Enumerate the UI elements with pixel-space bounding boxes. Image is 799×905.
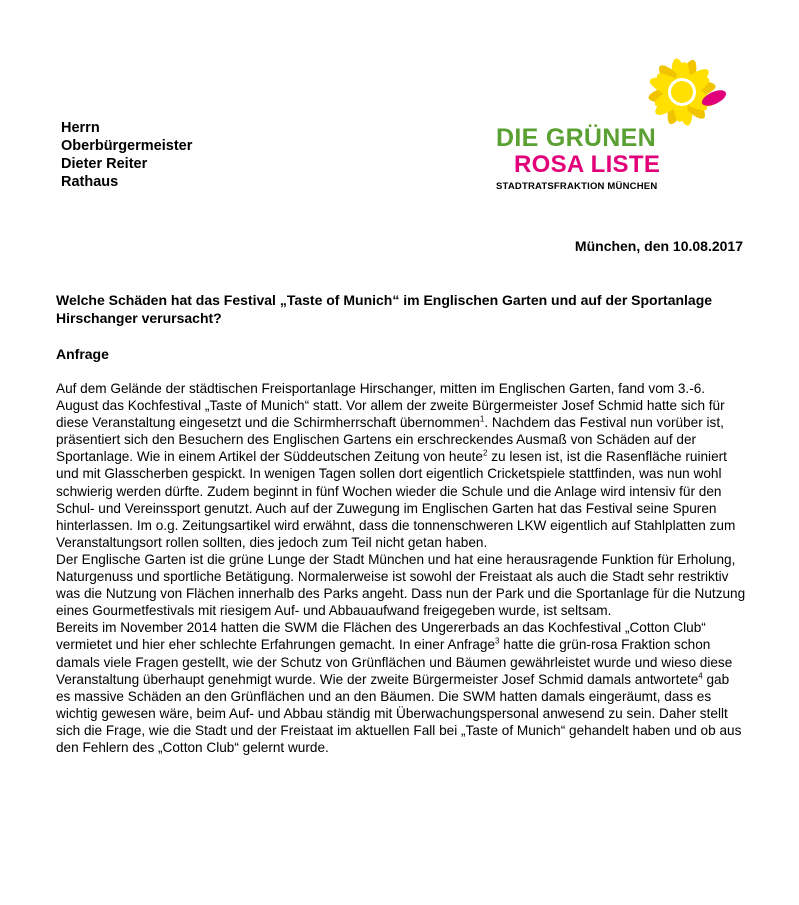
footnote-marker: 3 bbox=[495, 636, 500, 646]
footnote-marker: 2 bbox=[482, 448, 488, 458]
paragraph: Der Englische Garten ist die grüne Lunge der Stadt München und hat eine herausragende Funktion für Erholung, Naturgenuss und sportliche Betätigung. Normalerweise ist sowohl der Freistaat als auch die Stadt sehr restriktiv was die Nutzung von Flächen innerhalb des Parks angeht. Dass nun der Park und die Sportanlage für die Nutzung eines Gourmetfestivals mit riesigem Auf- und Abbauaufwand freigegeben wurde, ist seltsam. bbox=[56, 551, 746, 619]
paragraph bbox=[56, 380, 746, 551]
address-line: Herrn bbox=[61, 120, 100, 136]
section-heading: Anfrage bbox=[56, 346, 109, 362]
recipient-address bbox=[61, 119, 192, 191]
logo-line-pink: ROSA LISTE bbox=[514, 151, 661, 178]
logo-subtitle: STADTRATSFRAKTION MÜNCHEN bbox=[496, 181, 658, 192]
paragraph bbox=[56, 619, 746, 756]
paragraph-text: Bereits im November 2014 hatten die SWM die Flächen des Ungererbads an das Kochfestival „Cotton Club“ vermietet und hier eher schlechte Erfahrungen gemacht. In einer Anfrage bbox=[56, 620, 706, 653]
paragraph-text: gab es massive Schäden an den Grünflächen und an den Bäumen. Die SWM hatten damals eingeräumt, dass es wichtig gewesen wäre, beim Auf- und Abbau ständig mit Überwachungspersonal anwesend zu sein. Daher stellt sich die Frage, wie die Stadt und der Freistaat im aktuellen Fall bei „Taste of Munich“ gehandelt haben und ob aus den Fehlern des „Cotton Club“ gelernt wurde. bbox=[56, 671, 742, 755]
logo-green-text: DIE GRÜ bbox=[496, 124, 603, 152]
address-line: Oberbürgermeister bbox=[61, 138, 193, 154]
footnote-marker: 4 bbox=[698, 671, 703, 681]
letter-body bbox=[56, 380, 746, 756]
paragraph-text: hatte die grün-rosa Fraktion schon damals viele Fragen gestellt, wie der Schutz von Grünflächen und Bäumen gewährleistet wurde und wieso diese Veranstaltung überhaupt genehmigt wurde. Wie der zweite Bürgermeister Josef Schmid damals antwortete bbox=[56, 637, 733, 687]
paragraph-text: Auf dem Gelände der städtischen Freisportanlage Hirschanger, mitten im Englischen Garten, fand vom 3.-6. August das Kochfestival „Taste of Munich“ statt. Vor allem der zweite Bürgermeister Josef Schmid hatte sich für diese Veranstaltung eingesetzt und die Schirmherrschaft übernommen bbox=[56, 381, 725, 431]
logo-line-green bbox=[496, 124, 656, 153]
paragraph-text: . Nachdem das Festival nun vorüber ist, präsentiert sich den Besuchern des Englischen Gartens ein erschreckendes Ausmaß von Schäden auf der Sportanlage. Wie in einem Artikel der Süddeutschen Zeitung von heute bbox=[56, 415, 724, 465]
address-line: Dieter Reiter bbox=[61, 156, 148, 172]
logo-green-text-end: NEN bbox=[602, 124, 656, 152]
letter-title: Welche Schäden hat das Festival „Taste of Munich“ im Englischen Garten und auf der Sportanlage Hirschanger verursacht? bbox=[56, 292, 713, 326]
letter-date: München, den 10.08.2017 bbox=[574, 238, 743, 254]
party-logo bbox=[492, 40, 752, 200]
paragraph-text: zu lesen ist, ist die Rasenfläche ruiniert und mit Glasscherben gespickt. In wenigen Tagen sollen dort eigentlich Cricketspiele stattfinden, was nun wohl schwierig werden dürfte. Zudem beginnt in fünf Wochen wieder die Schule und die Anlage wird intensiv für den Schul- und Vereinssport genutzt. Auch auf der Zuwegung im Englischen Garten hat das Festival seine Spuren hinterlassen. Im o.g. Zeitungsartikel wird erwähnt, dass die tonnenschweren LKW eigentlich auf Stahlplatten zum Veranstaltungsort rollen sollten, dies jedoch zum Teil nicht getan haben. bbox=[56, 449, 736, 550]
address-line: Rathaus bbox=[61, 174, 119, 190]
footnote-marker: 1 bbox=[479, 414, 485, 424]
